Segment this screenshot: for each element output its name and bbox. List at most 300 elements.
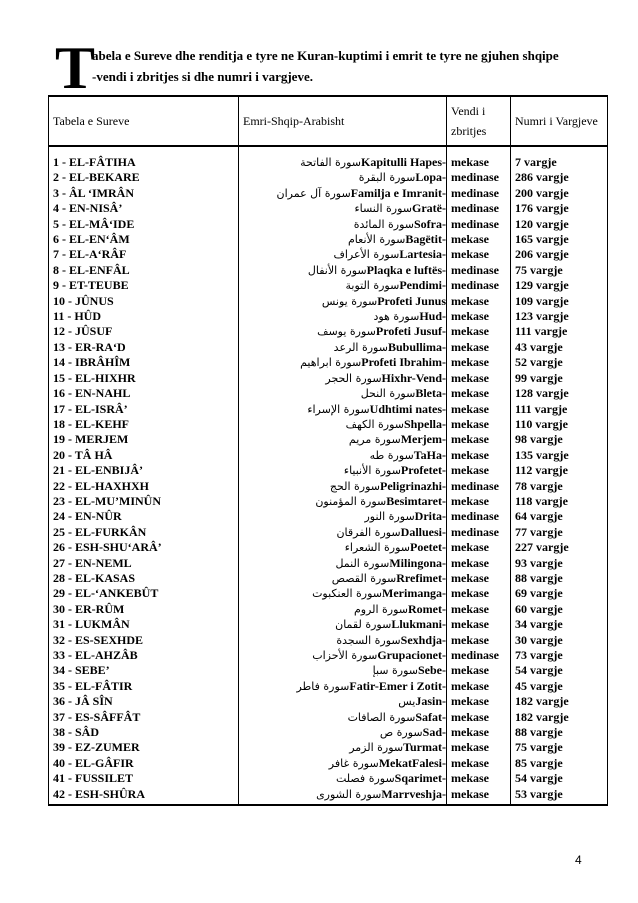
revelation-place-cell: mekase [447,571,511,586]
arabic-name: سورة البقرة [358,171,416,185]
name-cell [239,278,447,293]
table-row [49,663,608,678]
verse-count-cell: 182 vargje [511,694,608,709]
table-row [49,278,608,293]
verse-count-cell: 110 vargje [511,417,608,432]
column-header-place: Vendi i zbritjes [447,96,511,146]
table-row [49,479,608,494]
arabic-name: سورة الرعد [333,340,388,354]
revelation-place-cell: mekase [447,386,511,401]
table-row [49,617,608,632]
surah-cell: 27 - EN-NEML [49,556,239,571]
table-row [49,432,608,447]
intro-heading: abela e Sureve dhe renditja e tyre ne Kuran-kuptimi i emrit te tyre ne gjuhen shqipe -vendi i zbritjes si dhe numri i vargjeve. [92,48,559,84]
name-cell [239,263,447,278]
arabic-name: سورة فاطر [296,679,350,693]
arabic-name: سورة الفرقان [336,525,401,539]
verse-count-cell: 128 vargje [511,386,608,401]
table-row [49,417,608,432]
verse-count-cell: 206 vargje [511,247,608,262]
arabic-name: سورة الأعراف [333,248,400,262]
revelation-place-cell: medinase [447,479,511,494]
surah-cell: 2 - EL-BEKARE [49,170,239,185]
verse-count-cell: 112 vargje [511,463,608,478]
surah-cell: 4 - EN-NISÂ’ [49,201,239,216]
name-cell [239,294,447,309]
surah-cell: 8 - EL-ENFÂL [49,263,239,278]
albanian-name: Profetet- [400,463,446,478]
albanian-name: Sqarimet- [394,771,446,786]
table-row [49,324,608,339]
table-row [49,725,608,740]
revelation-place-cell: mekase [447,602,511,617]
verse-count-cell: 54 vargje [511,771,608,786]
table-row [49,756,608,771]
arabic-name: سورة غافر [328,756,379,770]
arabic-name: سورة ص [379,726,423,740]
column-header-verses: Numri i Vargjeve [511,96,608,146]
albanian-name: Profeti Jusuf- [375,324,446,339]
arabic-name: سورة فصلت [335,772,395,786]
arabic-name: سورة الإسراء [307,402,370,416]
name-cell [239,556,447,571]
table-row [49,294,608,309]
albanian-name: Hud- [419,309,446,324]
name-cell [239,602,447,617]
verse-count-cell: 200 vargje [511,186,608,201]
albanian-name: Bleta- [415,386,446,401]
revelation-place-cell: medinase [447,170,511,185]
table-row [49,710,608,725]
verse-count-cell: 286 vargje [511,170,608,185]
albanian-name: Sofra- [414,216,446,231]
table-row [49,371,608,386]
name-cell [239,494,447,509]
revelation-place-cell: mekase [447,771,511,786]
verse-count-cell: 123 vargje [511,309,608,324]
arabic-name: سورة النور [364,510,415,524]
arabic-name: سورة الأنفال [307,263,367,277]
verse-count-cell: 7 vargje [511,146,608,170]
surah-cell: 38 - SÂD [49,725,239,740]
verse-count-cell: 135 vargje [511,448,608,463]
revelation-place-cell: medinase [447,217,511,232]
arabic-name: سورة الشعراء [344,541,411,555]
name-cell [239,725,447,740]
surah-cell: 41 - FUSSILET [49,771,239,786]
revelation-place-cell: medinase [447,525,511,540]
surah-cell: 5 - EL-MÂ‘IDE [49,217,239,232]
name-cell [239,170,447,185]
table-row [49,263,608,278]
albanian-name: TaHa- [413,447,446,462]
revelation-place-cell: mekase [447,663,511,678]
verse-count-cell: 73 vargje [511,648,608,663]
name-cell [239,432,447,447]
arabic-name: سورة الحجر [325,371,382,385]
surah-cell: 20 - TÂ HÂ [49,448,239,463]
surah-cell: 14 - IBRÂHÎM [49,355,239,370]
name-cell [239,509,447,524]
verse-count-cell: 99 vargje [511,371,608,386]
table-row [49,648,608,663]
arabic-name: سورة مريم [348,433,401,447]
name-cell [239,324,447,339]
name-cell [239,146,447,170]
revelation-place-cell: mekase [447,694,511,709]
table-row [49,170,608,185]
arabic-name: سورة ابراهيم [300,356,362,370]
verse-count-cell: 85 vargje [511,756,608,771]
surah-table [48,95,608,806]
albanian-name: Profeti Junus [377,293,446,308]
revelation-place-cell: mekase [447,679,511,694]
revelation-place-cell: mekase [447,787,511,805]
name-cell [239,402,447,417]
verse-count-cell: 69 vargje [511,586,608,601]
albanian-name: Fatir-Emer i Zotit- [349,678,446,693]
surah-cell: 35 - EL-FÂTIR [49,679,239,694]
arabic-name: سورة النساء [354,202,413,216]
albanian-name: Merimanga- [382,586,446,601]
surah-cell: 17 - EL-ISRÂ’ [49,402,239,417]
verse-count-cell: 60 vargje [511,602,608,617]
arabic-name: سورة آل عمران [276,186,351,200]
arabic-name: سورة العنكبوت [312,587,383,601]
surah-cell: 30 - ER-RÛM [49,602,239,617]
surah-cell: 18 - EL-KEHF [49,417,239,432]
revelation-place-cell: mekase [447,309,511,324]
name-cell [239,355,447,370]
revelation-place-cell: mekase [447,756,511,771]
table-row [49,463,608,478]
arabic-name: سورة الأحزاب [312,649,378,662]
revelation-place-cell: mekase [447,340,511,355]
verse-count-cell: 88 vargje [511,725,608,740]
name-cell [239,771,447,786]
name-cell [239,186,447,201]
albanian-name: Poetet- [410,540,446,555]
revelation-place-cell: mekase [447,556,511,571]
table-row [49,586,608,601]
surah-cell: 32 - ES-SEXHDE [49,633,239,648]
table-row [49,525,608,540]
verse-count-cell: 53 vargje [511,787,608,805]
revelation-place-cell: mekase [447,540,511,555]
albanian-name: Lopa- [415,170,446,185]
column-header-name: Emri-Shqip-Arabisht [239,96,447,146]
table-row [49,186,608,201]
name-cell [239,309,447,324]
arabic-name: سورة المائدة [353,217,414,231]
verse-count-cell: 54 vargje [511,663,608,678]
revelation-place-cell: medinase [447,648,511,663]
verse-count-cell: 78 vargje [511,479,608,494]
arabic-name: سورة القصص [331,571,397,585]
arabic-name: سورة الشورى [316,787,382,801]
arabic-name: سورة السجدة [336,633,401,647]
name-cell [239,217,447,232]
table-row [49,402,608,417]
name-cell [239,201,447,216]
albanian-name: Sexhdja- [400,632,446,647]
surah-cell: 25 - EL-FURKÂN [49,525,239,540]
table-row [49,355,608,370]
verse-count-cell: 176 vargje [511,201,608,216]
drop-cap-letter: T [55,35,96,101]
arabic-name: سورة يونس [321,294,378,308]
revelation-place-cell: mekase [447,146,511,170]
arabic-name: سورة هود [373,310,420,324]
verse-count-cell: 165 vargje [511,232,608,247]
name-cell [239,386,447,401]
verse-count-cell: 111 vargje [511,324,608,339]
surah-cell: 29 - EL-‘ANKEBÛT [49,586,239,601]
table-row [49,679,608,694]
albanian-name: Udhtimi nates- [369,401,446,416]
arabic-name: سورة يوسف [317,325,376,339]
surah-cell: 31 - LUKMÂN [49,617,239,632]
name-cell [239,479,447,494]
albanian-name: Milingona- [389,555,446,570]
surah-cell: 7 - EL-A‘RÂF [49,247,239,262]
name-cell [239,787,447,805]
verse-count-cell: 75 vargje [511,263,608,278]
revelation-place-cell: mekase [447,355,511,370]
albanian-name: Hixhr-Vend- [381,370,446,385]
albanian-name: Peligrinazhi- [380,478,446,493]
revelation-place-cell: mekase [447,371,511,386]
surah-cell: 42 - ESH-SHÛRA [49,787,239,805]
name-cell [239,571,447,586]
name-cell [239,232,447,247]
albanian-name: Pendimi- [399,278,446,293]
verse-count-cell: 64 vargje [511,509,608,524]
verse-count-cell: 118 vargje [511,494,608,509]
arabic-name: سورة سبإ [372,664,418,678]
revelation-place-cell: mekase [447,324,511,339]
albanian-name: Plaqka e luftës- [366,262,446,277]
surah-cell: 40 - EL-GÂFIR [49,756,239,771]
revelation-place-cell: medinase [447,278,511,293]
table-row [49,201,608,216]
column-header-surah: Tabela e Sureve [49,96,239,146]
table-row [49,509,608,524]
albanian-name: Turmat- [403,740,446,755]
surah-cell: 36 - JÂ SÎN [49,694,239,709]
table-row [49,540,608,555]
revelation-place-cell: mekase [447,402,511,417]
albanian-name: Merjem- [400,432,446,447]
table-row [49,771,608,786]
verse-count-cell: 182 vargje [511,710,608,725]
albanian-name: Grupacionet- [377,648,446,662]
name-cell [239,617,447,632]
verse-count-cell: 30 vargje [511,633,608,648]
surah-cell: 24 - EN-NÛR [49,509,239,524]
albanian-name: Romet- [408,601,446,616]
albanian-name: Lartesia- [399,247,446,262]
arabic-name: سورة الصافات [347,710,416,724]
verse-count-cell: 45 vargje [511,679,608,694]
surah-cell: 3 - ÂL ‘IMRÂN [49,186,239,201]
name-cell [239,247,447,262]
verse-count-cell: 227 vargje [511,540,608,555]
table-row [49,633,608,648]
name-cell [239,663,447,678]
albanian-name: Familja e Imranit- [350,185,446,200]
surah-cell: 13 - ER-RA‘D [49,340,239,355]
albanian-name: Drita- [414,509,446,524]
surah-cell: 21 - EL-ENBIJÂ’ [49,463,239,478]
revelation-place-cell: medinase [447,186,511,201]
albanian-name: Sad- [422,725,446,740]
arabic-name: سورة الأنبياء [343,464,401,478]
table-row [49,232,608,247]
name-cell [239,710,447,725]
revelation-place-cell: mekase [447,417,511,432]
table-row [49,340,608,355]
revelation-place-cell: mekase [447,740,511,755]
arabic-name: سورة المؤمنون [315,494,387,508]
surah-cell: 1 - EL-FÂTIHA [49,146,239,170]
albanian-name: Besimtaret- [386,493,446,508]
albanian-name: Rrefimet- [396,570,446,585]
albanian-name: Llukmani- [391,617,446,632]
name-cell [239,679,447,694]
arabic-name: سورة النمل [335,556,390,570]
name-cell [239,340,447,355]
table-row [49,602,608,617]
table-row [49,571,608,586]
table-row [49,694,608,709]
name-cell [239,648,447,663]
verse-count-cell: 120 vargje [511,217,608,232]
verse-count-cell: 111 vargje [511,402,608,417]
albanian-name: MekatFalesi- [378,755,446,770]
surah-cell: 6 - EL-EN‘ÂM [49,232,239,247]
revelation-place-cell: mekase [447,294,511,309]
table-header-row [49,96,608,146]
surah-cell: 37 - ES-SÂFFÂT [49,710,239,725]
albanian-name: Shpella- [403,416,446,431]
revelation-place-cell: medinase [447,263,511,278]
page-number: 4 [575,853,582,867]
verse-count-cell: 77 vargje [511,525,608,540]
table-row [49,247,608,262]
revelation-place-cell: mekase [447,617,511,632]
name-cell [239,448,447,463]
table-row [49,386,608,401]
table-row [49,787,608,805]
revelation-place-cell: mekase [447,232,511,247]
arabic-name: سورة لقمان [335,618,392,632]
name-cell [239,633,447,648]
verse-count-cell: 34 vargje [511,617,608,632]
verse-count-cell: 52 vargje [511,355,608,370]
table-row [49,740,608,755]
surah-cell: 11 - HÛD [49,309,239,324]
albanian-name: Marrveshja- [381,786,446,801]
name-cell [239,740,447,755]
surah-cell: 15 - EL-HIXHR [49,371,239,386]
arabic-name: سورة الأنعام [348,233,406,247]
verse-count-cell: 98 vargje [511,432,608,447]
surah-cell: 10 - JÛNUS [49,294,239,309]
albanian-name: Jasin- [415,694,446,709]
name-cell [239,463,447,478]
verse-count-cell: 109 vargje [511,294,608,309]
albanian-name: Gratë- [412,201,446,216]
verse-count-cell: 129 vargje [511,278,608,293]
table-row [49,146,608,170]
albanian-name: Profeti Ibrahim- [361,355,446,370]
arabic-name: يس [398,695,416,709]
revelation-place-cell: mekase [447,494,511,509]
albanian-name: Bagëtit- [405,232,446,247]
revelation-place-cell: mekase [447,463,511,478]
surah-cell: 12 - JÛSUF [49,324,239,339]
table-row [49,217,608,232]
surah-cell: 19 - MERJEM [49,432,239,447]
revelation-place-cell: medinase [447,201,511,216]
arabic-name: سورة الزمر [349,741,404,755]
revelation-place-cell: mekase [447,725,511,740]
arabic-name: سورة الحج [329,479,380,493]
table-row [49,556,608,571]
verse-count-cell: 43 vargje [511,340,608,355]
name-cell [239,525,447,540]
revelation-place-cell: mekase [447,633,511,648]
arabic-name: سورة طه [369,448,414,462]
arabic-name: سورة الروم [353,602,409,616]
surah-cell: 28 - EL-KASAS [49,571,239,586]
table-row [49,494,608,509]
revelation-place-cell: mekase [447,586,511,601]
revelation-place-cell: mekase [447,448,511,463]
arabic-name: سورة الفاتحة [300,156,361,169]
arabic-name: سورة الكهف [345,417,404,431]
verse-count-cell: 88 vargje [511,571,608,586]
revelation-place-cell: medinase [447,509,511,524]
revelation-place-cell: mekase [447,710,511,725]
surah-cell: 39 - EZ-ZUMER [49,740,239,755]
albanian-name: Kapitulli Hapes- [360,155,446,169]
surah-cell: 16 - EN-NAHL [49,386,239,401]
surah-cell: 9 - ET-TEUBE [49,278,239,293]
surah-cell: 33 - EL-AHZÂB [49,648,239,663]
verse-count-cell: 93 vargje [511,556,608,571]
name-cell [239,756,447,771]
surah-cell: 34 - SEBE’ [49,663,239,678]
albanian-name: Safat- [415,709,446,724]
revelation-place-cell: mekase [447,432,511,447]
surah-cell: 23 - EL-MU’MINÛN [49,494,239,509]
arabic-name: سورة النحل [360,387,416,401]
albanian-name: Sebe- [418,663,446,678]
table-row [49,448,608,463]
albanian-name: Bubullima- [387,339,446,354]
table-row [49,309,608,324]
surah-cell: 22 - EL-HAXHXH [49,479,239,494]
name-cell [239,694,447,709]
name-cell [239,371,447,386]
albanian-name: Dalluesi- [400,524,446,539]
revelation-place-cell: mekase [447,247,511,262]
name-cell [239,417,447,432]
surah-cell: 26 - ESH-SHU‘ARÂ’ [49,540,239,555]
name-cell [239,586,447,601]
